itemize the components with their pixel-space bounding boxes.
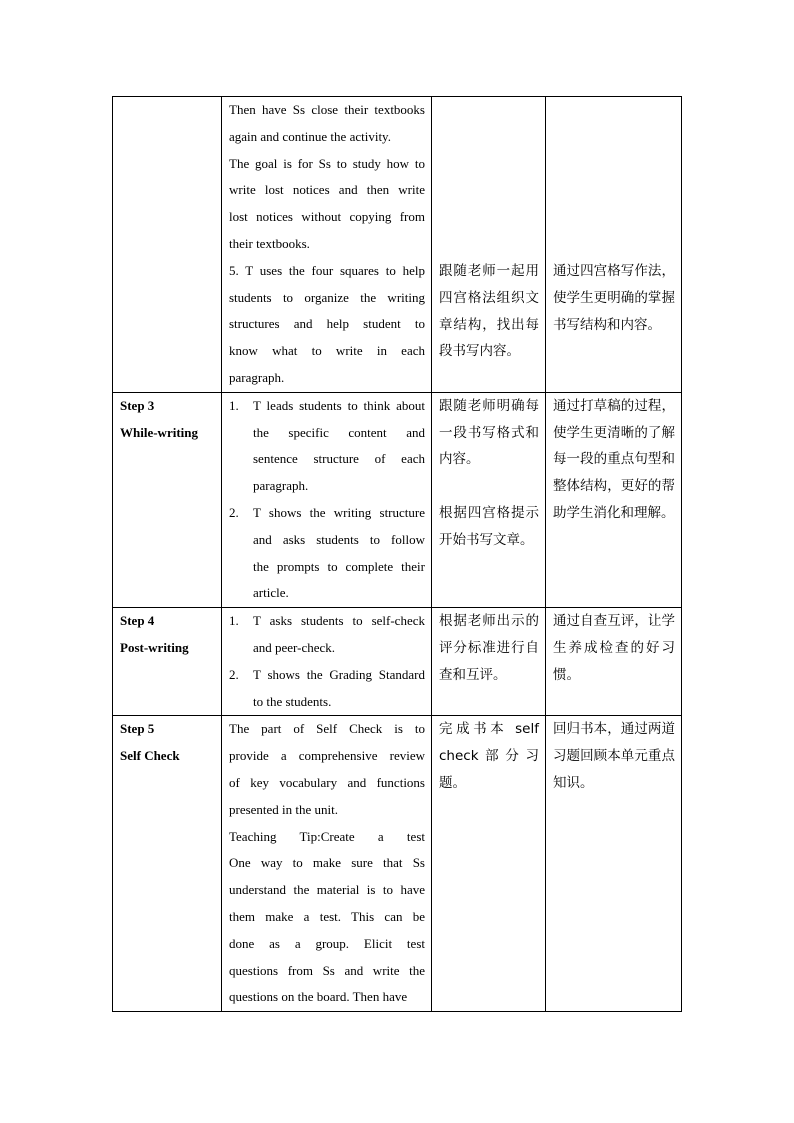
step-cell <box>113 392 222 607</box>
teacher-activity-line: again and continue the activity. <box>229 128 391 144</box>
table-row <box>113 716 682 1012</box>
teacher-activity-line: lost notices without copying from <box>229 209 425 225</box>
list-number: 1. <box>229 613 239 629</box>
purpose-text: 通过自查互评，让学生养成检查的好习惯。 <box>553 613 675 683</box>
table-row <box>113 608 682 716</box>
lesson-plan-table <box>112 96 682 1012</box>
teacher-activity-line: The part of Self Check is to <box>229 721 425 737</box>
step-label: Step 4 <box>120 613 155 629</box>
teacher-activity-line: The goal is for Ss to study how to <box>229 155 425 171</box>
teacher-activity-line: know what to write in each <box>229 343 425 359</box>
teacher-activity-line: provide a comprehensive review <box>229 748 425 764</box>
teacher-activity-line: students to organize the writing <box>229 289 425 305</box>
teacher-activity-line: structures and help student to <box>229 316 425 332</box>
list-item-line: article. <box>253 585 289 601</box>
teacher-activity-line: presented in the unit. <box>229 801 339 817</box>
numbered-list <box>229 608 425 715</box>
teacher-activity-line: of key vocabulary and functions <box>229 774 425 790</box>
list-item-line: paragraph. <box>253 478 309 494</box>
teacher-activity-line: Then have Ss close their textbooks <box>229 102 425 117</box>
list-item-line: and asks students to follow <box>253 531 425 547</box>
teacher-activity-line: them make a test. This can be <box>229 908 425 924</box>
list-item <box>229 393 425 500</box>
step-name: Self Check <box>120 748 180 764</box>
teacher-activity-line: write lost notices and then write <box>229 182 425 198</box>
list-item-line: sentence structure of each <box>253 451 425 467</box>
list-item-line: T asks students to self-check <box>253 613 425 629</box>
student-activity-cell <box>432 392 546 607</box>
purpose-cell <box>546 392 682 607</box>
step-cell <box>113 716 222 1012</box>
student-activity-text: 跟随老师一起用四宫格法组织文章结构，找出每段书写内容。 <box>439 263 539 360</box>
purpose-cell <box>546 608 682 716</box>
list-number: 1. <box>229 397 239 413</box>
list-item-line: T shows the Grading Standard <box>253 666 425 682</box>
list-number: 2. <box>229 504 239 520</box>
list-item-line: T shows the writing structure <box>253 504 425 520</box>
student-activity-cell <box>432 97 546 393</box>
list-item-line: the specific content and <box>253 424 425 440</box>
teacher-activity-cell <box>222 716 432 1012</box>
student-activity-text: 根据四宫格提示开始书写文章。 <box>439 504 539 548</box>
purpose-text: 通过打草稿的过程，使学生更清晰的了解每一段的重点句型和整体结构，更好的帮助学生消化和理解。 <box>553 397 675 521</box>
teacher-activity-cell <box>222 392 432 607</box>
purpose-cell <box>546 97 682 393</box>
teacher-activity-line: their textbooks. <box>229 235 310 251</box>
student-activity-text: 跟随老师明确每一段书写格式和内容。 <box>439 397 539 468</box>
list-item <box>229 662 425 716</box>
list-item-line: the prompts to complete their <box>253 558 425 574</box>
teacher-activity-line: questions from Ss and write the <box>229 962 425 978</box>
table-row <box>113 97 682 393</box>
list-item-line: to the students. <box>253 693 332 709</box>
teacher-activity-line: done as a group. Elicit test <box>229 935 425 951</box>
list-item <box>229 608 425 662</box>
numbered-list <box>229 393 425 607</box>
student-activity-text: 根据老师出示的评分标准进行自查和互评。 <box>439 613 539 683</box>
step-cell <box>113 608 222 716</box>
teacher-activity-line: understand the material is to have <box>229 882 425 898</box>
list-item-line: and peer-check. <box>253 639 336 655</box>
teacher-activity-cell <box>222 97 432 393</box>
step-label: Step 5 <box>120 721 155 737</box>
teacher-activity-line: 5. T uses the four squares to help <box>229 262 425 278</box>
student-activity-cell <box>432 608 546 716</box>
table-row <box>113 392 682 607</box>
student-activity-cell <box>432 716 546 1012</box>
teacher-activity-line: One way to make sure that Ss <box>229 855 425 871</box>
teacher-activity-line: paragraph. <box>229 369 285 385</box>
purpose-text: 通过四宫格写作法，使学生更明确的掌握书写结构和内容。 <box>553 263 675 333</box>
list-number: 2. <box>229 666 239 682</box>
purpose-text: 回归书本，通过两道习题回顾本单元重点知识。 <box>553 721 675 791</box>
list-item <box>229 500 425 607</box>
step-name: While-writing <box>120 424 198 440</box>
teacher-activity-line: Teaching Tip:Create a test <box>229 828 425 844</box>
step-name: Post-writing <box>120 639 189 655</box>
teacher-activity-cell <box>222 608 432 716</box>
purpose-cell <box>546 716 682 1012</box>
teacher-activity-line: questions on the board. Then have <box>229 989 408 1005</box>
step-cell <box>113 97 222 393</box>
step-label: Step 3 <box>120 397 155 413</box>
list-item-line: T leads students to think about <box>253 397 425 413</box>
student-activity-text: 完成书本 self check部分习题。 <box>439 721 539 791</box>
